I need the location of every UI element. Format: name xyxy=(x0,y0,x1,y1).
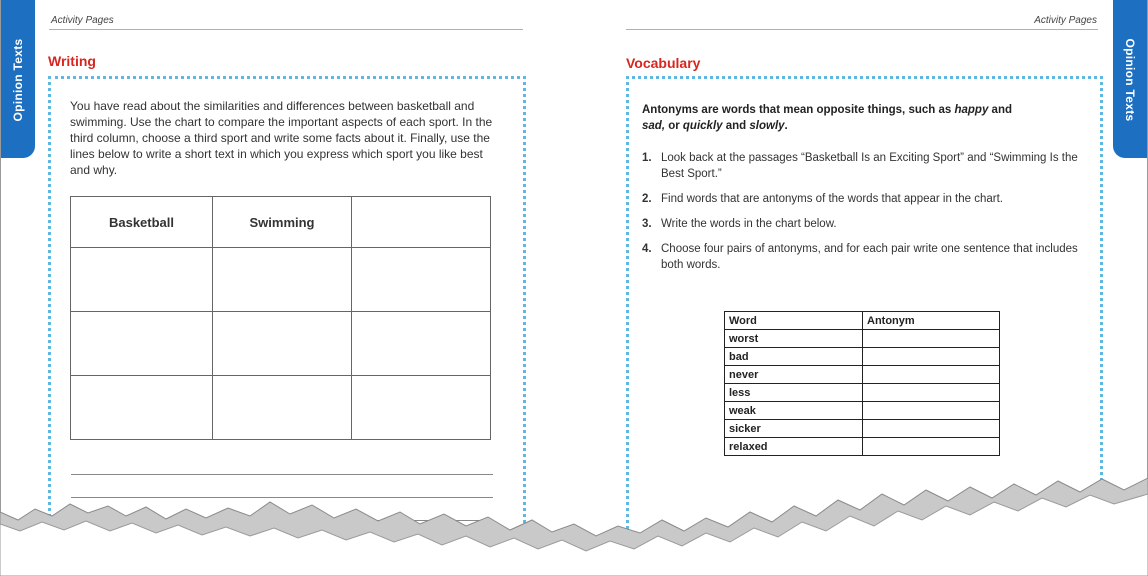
word-cell: never xyxy=(725,366,863,384)
table-header: Word xyxy=(725,312,863,330)
list-item: 3. Write the words in the chart below. xyxy=(642,218,837,230)
running-head: Activity Pages xyxy=(1034,15,1097,26)
word-cell: less xyxy=(725,384,863,402)
antonym-definition: Antonyms are words that mean opposite things, such as happy and sad, or quickly and slowly. xyxy=(642,104,1012,132)
running-head: Activity Pages xyxy=(51,15,114,26)
section-title: Vocabulary xyxy=(626,55,701,71)
table-header: Antonym xyxy=(863,312,1000,330)
word-cell: bad xyxy=(725,348,863,366)
chart-header: Basketball xyxy=(71,197,213,248)
list-item: 1. Look back at the passages “Basketball Is an Exciting Sport” and “Swimming Is the Best Sport.” xyxy=(642,152,1078,180)
word-cell: sicker xyxy=(725,420,863,438)
side-tab-label: Opinion Texts xyxy=(1123,38,1137,122)
intro-text: You have read about the similarities and differences between basketball and swimming. Use the chart to compare the important aspects of each sport. In the third column, choose a third sport and write some facts about it. Finally, use the lines below to write a short text in which you express which sport you like best and why. xyxy=(70,99,493,177)
list-item: 4. Choose four pairs of antonyms, and for each pair write one sentence that includes both words. xyxy=(642,243,1078,271)
chart-header: Swimming xyxy=(213,197,352,248)
list-item: 2. Find words that are antonyms of the words that appear in the chart. xyxy=(642,193,1003,205)
side-tab-label: Opinion Texts xyxy=(11,38,25,122)
word-cell: relaxed xyxy=(725,438,863,456)
section-title: Writing xyxy=(48,53,96,69)
word-cell: weak xyxy=(725,402,863,420)
word-cell: worst xyxy=(725,330,863,348)
